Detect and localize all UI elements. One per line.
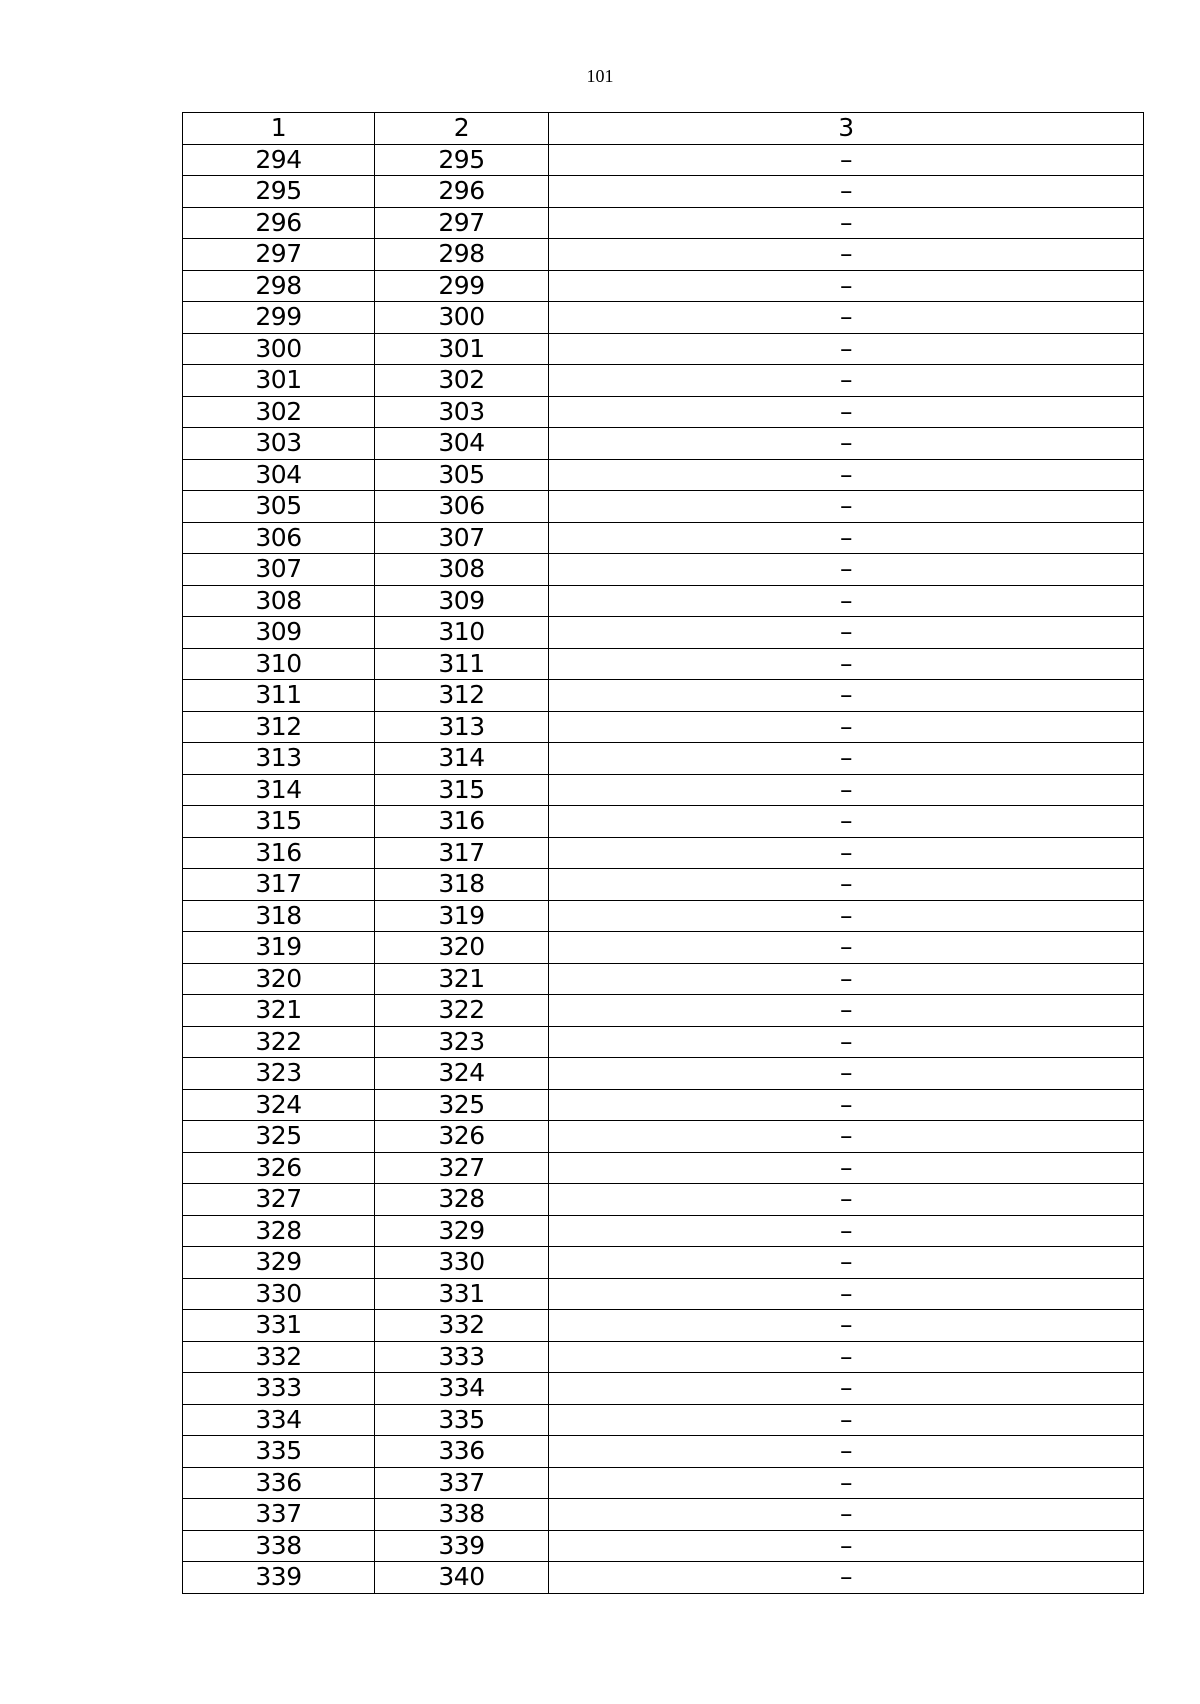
table-cell-col-2: 312 [375, 680, 549, 712]
table-header [183, 113, 1144, 145]
table-row [183, 995, 1144, 1027]
table-row [183, 554, 1144, 586]
table-cell-col-3: – [549, 1499, 1144, 1531]
table-cell-col-1: 305 [183, 491, 375, 523]
table-cell-col-2: 322 [375, 995, 549, 1027]
table-cell-col-2: 299 [375, 270, 549, 302]
table-cell-col-1: 297 [183, 239, 375, 271]
table-cell-col-1: 319 [183, 932, 375, 964]
table-cell-col-3: – [549, 1404, 1144, 1436]
table-row [183, 711, 1144, 743]
table-cell-col-3: – [549, 396, 1144, 428]
table-cell-col-1: 313 [183, 743, 375, 775]
table-row [183, 617, 1144, 649]
table-row [183, 1278, 1144, 1310]
table-cell-col-3: – [549, 302, 1144, 334]
table-cell-col-1: 300 [183, 333, 375, 365]
table-cell-col-2: 321 [375, 963, 549, 995]
table-row [183, 932, 1144, 964]
table-cell-col-1: 309 [183, 617, 375, 649]
table-cell-col-1: 336 [183, 1467, 375, 1499]
table-row [183, 1310, 1144, 1342]
table-cell-col-1: 324 [183, 1089, 375, 1121]
table-row [183, 774, 1144, 806]
table-cell-col-3: – [549, 680, 1144, 712]
table-cell-col-1: 334 [183, 1404, 375, 1436]
table-cell-col-3: – [549, 1278, 1144, 1310]
table-cell-col-3: – [549, 491, 1144, 523]
table-cell-col-2: 337 [375, 1467, 549, 1499]
table-cell-col-3: – [549, 1247, 1144, 1279]
table-cell-col-1: 329 [183, 1247, 375, 1279]
table-cell-col-3: – [549, 1530, 1144, 1562]
table-cell-col-1: 299 [183, 302, 375, 334]
table-row [183, 239, 1144, 271]
table-cell-col-1: 338 [183, 1530, 375, 1562]
table-cell-col-1: 312 [183, 711, 375, 743]
table-cell-col-2: 300 [375, 302, 549, 334]
table-cell-col-3: – [549, 1184, 1144, 1216]
table-cell-col-3: – [549, 176, 1144, 208]
table-cell-col-3: – [549, 963, 1144, 995]
table-cell-col-2: 302 [375, 365, 549, 397]
table-cell-col-3: – [549, 144, 1144, 176]
table-cell-col-1: 325 [183, 1121, 375, 1153]
table-cell-col-3: – [549, 900, 1144, 932]
table-cell-col-1: 328 [183, 1215, 375, 1247]
table-cell-col-3: – [549, 333, 1144, 365]
table-cell-col-1: 308 [183, 585, 375, 617]
table-row [183, 1404, 1144, 1436]
table-cell-col-3: – [549, 239, 1144, 271]
table-cell-col-2: 334 [375, 1373, 549, 1405]
table-row [183, 333, 1144, 365]
table-cell-col-3: – [549, 207, 1144, 239]
table-cell-col-3: – [549, 743, 1144, 775]
table-cell-col-3: – [549, 1373, 1144, 1405]
table-row [183, 1058, 1144, 1090]
table-cell-col-3: – [549, 1089, 1144, 1121]
table-cell-col-1: 306 [183, 522, 375, 554]
table-cell-col-3: – [549, 1058, 1144, 1090]
table-cell-col-2: 315 [375, 774, 549, 806]
table-cell-col-2: 295 [375, 144, 549, 176]
table-cell-col-1: 323 [183, 1058, 375, 1090]
table-cell-col-2: 340 [375, 1562, 549, 1594]
table-cell-col-2: 307 [375, 522, 549, 554]
table-cell-col-2: 320 [375, 932, 549, 964]
table-cell-col-2: 298 [375, 239, 549, 271]
table-cell-col-3: – [549, 270, 1144, 302]
table-body [183, 144, 1144, 1593]
table-row [183, 1121, 1144, 1153]
table-row [183, 806, 1144, 838]
table-cell-col-1: 295 [183, 176, 375, 208]
table-cell-col-1: 307 [183, 554, 375, 586]
table-row [183, 585, 1144, 617]
table-row [183, 1436, 1144, 1468]
table-cell-col-2: 323 [375, 1026, 549, 1058]
table-cell-col-3: – [549, 428, 1144, 460]
table-cell-col-2: 313 [375, 711, 549, 743]
table-cell-col-2: 331 [375, 1278, 549, 1310]
table-cell-col-2: 304 [375, 428, 549, 460]
table-cell-col-2: 339 [375, 1530, 549, 1562]
column-header-2: 2 [375, 113, 549, 145]
table-row [183, 1467, 1144, 1499]
table-cell-col-1: 294 [183, 144, 375, 176]
table-cell-col-3: – [549, 1152, 1144, 1184]
table-cell-col-1: 316 [183, 837, 375, 869]
table-row [183, 522, 1144, 554]
table-row [183, 963, 1144, 995]
table-row [183, 396, 1144, 428]
table-cell-col-1: 333 [183, 1373, 375, 1405]
table-cell-col-3: – [549, 1562, 1144, 1594]
table-cell-col-1: 339 [183, 1562, 375, 1594]
table-cell-col-2: 318 [375, 869, 549, 901]
table-cell-col-2: 301 [375, 333, 549, 365]
table-cell-col-2: 317 [375, 837, 549, 869]
table-cell-col-2: 311 [375, 648, 549, 680]
table-row [183, 1341, 1144, 1373]
table-cell-col-1: 304 [183, 459, 375, 491]
table-cell-col-1: 331 [183, 1310, 375, 1342]
table-cell-col-2: 326 [375, 1121, 549, 1153]
table-cell-col-2: 308 [375, 554, 549, 586]
table-cell-col-2: 338 [375, 1499, 549, 1531]
table-cell-col-1: 315 [183, 806, 375, 838]
table-cell-col-3: – [549, 554, 1144, 586]
table-cell-col-2: 330 [375, 1247, 549, 1279]
table-cell-col-3: – [549, 774, 1144, 806]
table-cell-col-2: 324 [375, 1058, 549, 1090]
table-cell-col-3: – [549, 1310, 1144, 1342]
table-cell-col-2: 314 [375, 743, 549, 775]
table-cell-col-1: 311 [183, 680, 375, 712]
table-row [183, 1152, 1144, 1184]
table-cell-col-1: 321 [183, 995, 375, 1027]
table-row [183, 1499, 1144, 1531]
table-cell-col-3: – [549, 995, 1144, 1027]
table-cell-col-1: 337 [183, 1499, 375, 1531]
table-cell-col-2: 319 [375, 900, 549, 932]
table-cell-col-3: – [549, 711, 1144, 743]
table-row [183, 270, 1144, 302]
table-cell-col-1: 318 [183, 900, 375, 932]
table-cell-col-3: – [549, 522, 1144, 554]
table-cell-col-1: 301 [183, 365, 375, 397]
table-cell-col-1: 320 [183, 963, 375, 995]
table-row [183, 680, 1144, 712]
table-cell-col-2: 325 [375, 1089, 549, 1121]
table-cell-col-2: 329 [375, 1215, 549, 1247]
table-cell-col-2: 335 [375, 1404, 549, 1436]
table-cell-col-2: 310 [375, 617, 549, 649]
table-cell-col-3: – [549, 1215, 1144, 1247]
table-cell-col-2: 316 [375, 806, 549, 838]
table-cell-col-3: – [549, 1341, 1144, 1373]
table-row [183, 428, 1144, 460]
table-row [183, 144, 1144, 176]
table-cell-col-1: 326 [183, 1152, 375, 1184]
table-cell-col-3: – [549, 617, 1144, 649]
table-cell-col-3: – [549, 365, 1144, 397]
table-row [183, 900, 1144, 932]
table-cell-col-1: 296 [183, 207, 375, 239]
table-row [183, 1247, 1144, 1279]
table-row [183, 491, 1144, 523]
table-cell-col-2: 328 [375, 1184, 549, 1216]
table-cell-col-2: 297 [375, 207, 549, 239]
table-row [183, 1184, 1144, 1216]
table-cell-col-3: – [549, 1121, 1144, 1153]
table-row [183, 1562, 1144, 1594]
table-cell-col-2: 306 [375, 491, 549, 523]
table-cell-col-1: 303 [183, 428, 375, 460]
data-table [182, 112, 1144, 1594]
table-cell-col-1: 298 [183, 270, 375, 302]
table-cell-col-1: 332 [183, 1341, 375, 1373]
table-cell-col-1: 330 [183, 1278, 375, 1310]
table-cell-col-3: – [549, 837, 1144, 869]
table-row [183, 869, 1144, 901]
table-cell-col-3: – [549, 459, 1144, 491]
column-header-1: 1 [183, 113, 375, 145]
table-row [183, 1026, 1144, 1058]
table-row [183, 743, 1144, 775]
table-row [183, 1089, 1144, 1121]
table-cell-col-2: 309 [375, 585, 549, 617]
table-row [183, 176, 1144, 208]
column-header-3: 3 [549, 113, 1144, 145]
table-cell-col-2: 296 [375, 176, 549, 208]
table-cell-col-2: 333 [375, 1341, 549, 1373]
table-row [183, 1530, 1144, 1562]
table-cell-col-1: 310 [183, 648, 375, 680]
table-cell-col-1: 317 [183, 869, 375, 901]
table-cell-col-2: 305 [375, 459, 549, 491]
table-cell-col-2: 327 [375, 1152, 549, 1184]
table-row [183, 365, 1144, 397]
table-cell-col-2: 303 [375, 396, 549, 428]
table-cell-col-2: 336 [375, 1436, 549, 1468]
table-row [183, 302, 1144, 334]
table-cell-col-3: – [549, 1467, 1144, 1499]
table-cell-col-3: – [549, 806, 1144, 838]
table-cell-col-1: 335 [183, 1436, 375, 1468]
table-cell-col-1: 322 [183, 1026, 375, 1058]
table-row [183, 837, 1144, 869]
table-cell-col-3: – [549, 648, 1144, 680]
table-cell-col-3: – [549, 1026, 1144, 1058]
table-row [183, 207, 1144, 239]
table-row [183, 459, 1144, 491]
table-cell-col-1: 327 [183, 1184, 375, 1216]
table-cell-col-3: – [549, 1436, 1144, 1468]
header-row [183, 113, 1144, 145]
table-row [183, 648, 1144, 680]
table-cell-col-1: 314 [183, 774, 375, 806]
table-cell-col-3: – [549, 869, 1144, 901]
page-number: 101 [586, 66, 614, 86]
table-row [183, 1373, 1144, 1405]
table-cell-col-2: 332 [375, 1310, 549, 1342]
table-row [183, 1215, 1144, 1247]
table-cell-col-3: – [549, 585, 1144, 617]
table-cell-col-1: 302 [183, 396, 375, 428]
table-cell-col-3: – [549, 932, 1144, 964]
